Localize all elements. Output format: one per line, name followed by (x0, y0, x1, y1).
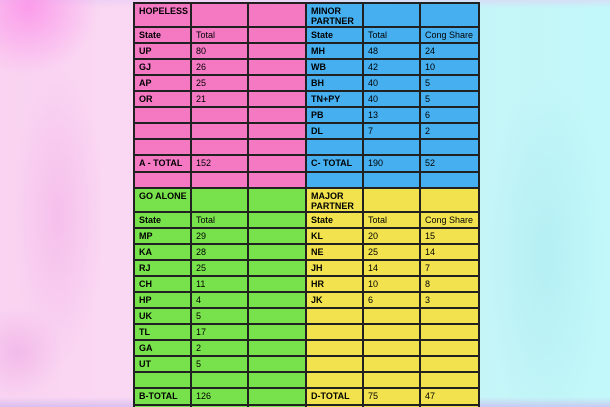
table-row (134, 91, 479, 107)
empty-cell (420, 188, 479, 212)
value-cell: 21 (191, 91, 248, 107)
state-cell: TN+PY (306, 91, 363, 107)
state-cell: KL (306, 228, 363, 244)
empty-cell (363, 3, 420, 27)
column-header-cell: State (306, 212, 363, 228)
empty-cell (420, 3, 479, 27)
empty-cell (363, 188, 420, 212)
table-row (134, 388, 479, 405)
state-cell: UT (134, 356, 191, 372)
value-cell: 2 (191, 340, 248, 356)
empty-cell (363, 308, 420, 324)
value-cell: 2 (420, 123, 479, 139)
empty-cell (248, 260, 306, 276)
empty-cell (248, 59, 306, 75)
empty-cell (363, 356, 420, 372)
state-cell: HR (306, 276, 363, 292)
section-title-cell: HOPELESS (134, 3, 191, 27)
total-label-cell: B-TOTAL (134, 388, 191, 405)
table-row (134, 43, 479, 59)
table-row (134, 292, 479, 308)
value-cell: 6 (420, 107, 479, 123)
value-cell: 14 (420, 244, 479, 260)
table-row (134, 212, 479, 228)
column-header-cell: Total (363, 212, 420, 228)
value-cell: 10 (420, 59, 479, 75)
total-value-cell: 190 (363, 155, 420, 172)
table-row (134, 123, 479, 139)
table-row (134, 372, 479, 388)
table-row (134, 172, 479, 188)
state-cell: OR (134, 91, 191, 107)
table-row (134, 139, 479, 155)
empty-cell (306, 372, 363, 388)
total-value-cell: 126 (191, 388, 248, 405)
empty-cell (420, 340, 479, 356)
state-cell: PB (306, 107, 363, 123)
table-row (134, 340, 479, 356)
table-row (134, 107, 479, 123)
state-cell: UP (134, 43, 191, 59)
value-cell: 6 (363, 292, 420, 308)
empty-cell (420, 139, 479, 155)
value-cell: 13 (363, 107, 420, 123)
state-cell: CH (134, 276, 191, 292)
empty-cell (420, 308, 479, 324)
value-cell: 42 (363, 59, 420, 75)
section-title-cell: MINOR PARTNER (306, 3, 363, 27)
value-cell: 5 (420, 91, 479, 107)
column-header-cell: State (306, 27, 363, 43)
value-cell: 15 (420, 228, 479, 244)
data-table (133, 2, 480, 407)
value-cell: 29 (191, 228, 248, 244)
empty-cell (191, 188, 248, 212)
empty-cell (191, 107, 248, 123)
table-row (134, 308, 479, 324)
empty-cell (248, 292, 306, 308)
table-row (134, 3, 479, 27)
total-value-cell: 47 (420, 388, 479, 405)
state-cell: TL (134, 324, 191, 340)
empty-cell (248, 372, 306, 388)
empty-cell (363, 139, 420, 155)
table-row (134, 244, 479, 260)
empty-cell (306, 356, 363, 372)
value-cell: 5 (420, 75, 479, 91)
column-header-cell: Cong Share (420, 212, 479, 228)
empty-cell (248, 356, 306, 372)
empty-cell (248, 228, 306, 244)
total-label-cell: C- TOTAL (306, 155, 363, 172)
empty-cell (306, 340, 363, 356)
state-cell: AP (134, 75, 191, 91)
table-row (134, 228, 479, 244)
empty-cell (363, 372, 420, 388)
empty-cell (420, 172, 479, 188)
empty-cell (248, 155, 306, 172)
empty-cell (191, 3, 248, 27)
value-cell: 24 (420, 43, 479, 59)
state-cell: UK (134, 308, 191, 324)
empty-cell (363, 172, 420, 188)
empty-cell (306, 308, 363, 324)
value-cell: 7 (420, 260, 479, 276)
value-cell: 3 (420, 292, 479, 308)
total-label-cell: D-TOTAL (306, 388, 363, 405)
value-cell: 5 (191, 356, 248, 372)
column-header-cell: Cong Share (420, 27, 479, 43)
empty-cell (134, 107, 191, 123)
table-row (134, 155, 479, 172)
empty-cell (420, 372, 479, 388)
empty-cell (420, 324, 479, 340)
table-row (134, 324, 479, 340)
empty-cell (306, 324, 363, 340)
value-cell: 40 (363, 75, 420, 91)
state-cell: MP (134, 228, 191, 244)
empty-cell (134, 139, 191, 155)
value-cell: 11 (191, 276, 248, 292)
empty-cell (134, 123, 191, 139)
value-cell: 7 (363, 123, 420, 139)
state-cell: WB (306, 59, 363, 75)
empty-cell (191, 372, 248, 388)
empty-cell (248, 75, 306, 91)
empty-cell (420, 356, 479, 372)
state-cell: BH (306, 75, 363, 91)
column-header-cell: Total (363, 27, 420, 43)
empty-cell (248, 172, 306, 188)
total-value-cell: 75 (363, 388, 420, 405)
value-cell: 5 (191, 308, 248, 324)
empty-cell (248, 308, 306, 324)
empty-cell (248, 123, 306, 139)
column-header-cell: State (134, 27, 191, 43)
empty-cell (248, 188, 306, 212)
empty-cell (248, 388, 306, 405)
state-cell: RJ (134, 260, 191, 276)
empty-cell (248, 244, 306, 260)
empty-cell (134, 372, 191, 388)
table-row (134, 188, 479, 212)
state-cell: JK (306, 292, 363, 308)
empty-cell (191, 139, 248, 155)
state-cell: MH (306, 43, 363, 59)
table-row (134, 356, 479, 372)
value-cell: 10 (363, 276, 420, 292)
empty-cell (248, 91, 306, 107)
value-cell: 14 (363, 260, 420, 276)
table-row (134, 59, 479, 75)
column-header-cell: State (134, 212, 191, 228)
value-cell: 25 (191, 75, 248, 91)
state-cell: GJ (134, 59, 191, 75)
empty-cell (363, 340, 420, 356)
state-cell: NE (306, 244, 363, 260)
empty-cell (191, 123, 248, 139)
empty-cell (248, 43, 306, 59)
column-header-cell: Total (191, 27, 248, 43)
empty-cell (248, 107, 306, 123)
empty-cell (134, 172, 191, 188)
state-cell: HP (134, 292, 191, 308)
empty-cell (306, 172, 363, 188)
total-value-cell: 52 (420, 155, 479, 172)
empty-cell (306, 139, 363, 155)
empty-cell (191, 172, 248, 188)
total-label-cell: A - TOTAL (134, 155, 191, 172)
value-cell: 26 (191, 59, 248, 75)
value-cell: 25 (363, 244, 420, 260)
state-cell: GA (134, 340, 191, 356)
value-cell: 48 (363, 43, 420, 59)
value-cell: 40 (363, 91, 420, 107)
table-row (134, 27, 479, 43)
empty-cell (248, 212, 306, 228)
state-cell: JH (306, 260, 363, 276)
empty-cell (363, 324, 420, 340)
section-title-cell: MAJOR PARTNER (306, 188, 363, 212)
value-cell: 17 (191, 324, 248, 340)
state-cell: KA (134, 244, 191, 260)
section-title-cell: GO ALONE (134, 188, 191, 212)
empty-cell (248, 324, 306, 340)
table-row (134, 276, 479, 292)
empty-cell (248, 139, 306, 155)
table-body (134, 3, 479, 407)
empty-cell (248, 276, 306, 292)
empty-cell (248, 3, 306, 27)
empty-cell (248, 27, 306, 43)
value-cell: 80 (191, 43, 248, 59)
value-cell: 28 (191, 244, 248, 260)
empty-cell (248, 340, 306, 356)
column-header-cell: Total (191, 212, 248, 228)
state-cell: DL (306, 123, 363, 139)
value-cell: 20 (363, 228, 420, 244)
table-row (134, 75, 479, 91)
value-cell: 25 (191, 260, 248, 276)
value-cell: 4 (191, 292, 248, 308)
value-cell: 8 (420, 276, 479, 292)
table-row (134, 260, 479, 276)
total-value-cell: 152 (191, 155, 248, 172)
